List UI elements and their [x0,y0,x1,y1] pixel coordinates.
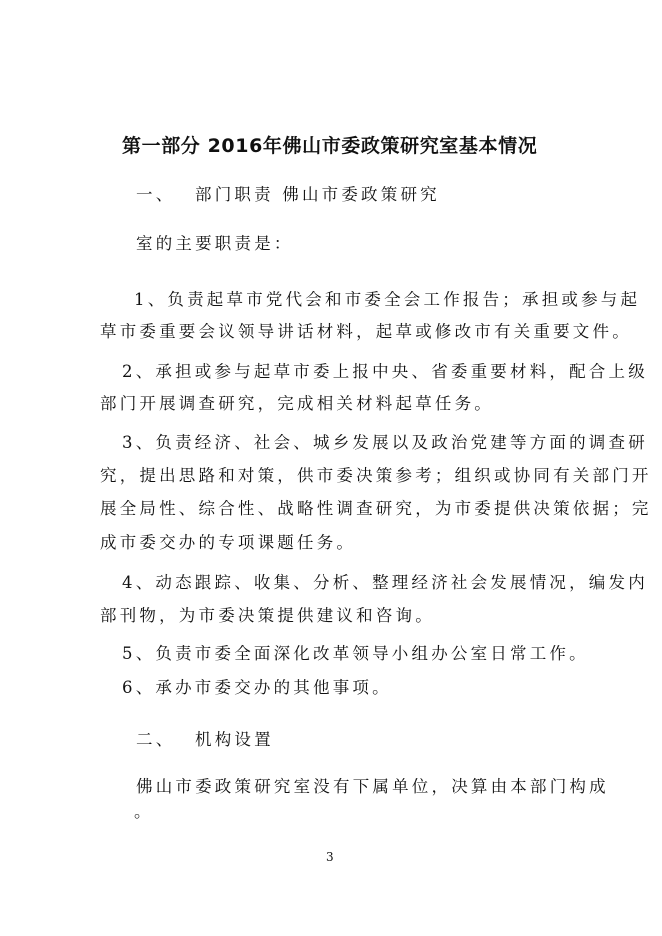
duty-line: 成市委交办的专项课题任务。 [100,533,357,552]
duty-line: 展全局性、综合性、战略性调查研究，为市委提供决策依据；完 [100,499,652,518]
section2-body-line: 佛山市委政策研究室没有下属单位，决算由本部门构成 [136,777,609,796]
duty-line: 6、承办市委交办的其他事项。 [122,678,392,697]
page-number: 3 [326,850,334,864]
duty-line: 4、动态跟踪、收集、分析、整理经济社会发展情况，编发内 [122,573,648,592]
duty-line: 草市委重要会议领导讲话材料，起草或修改市有关重要文件。 [100,322,632,341]
duty-line: 部门开展调查研究，完成相关材料起草任务。 [100,394,494,413]
section1-continuation: 室的主要职责是： [136,234,294,253]
duty-line: 究，提出思路和对策，供市委决策参考；组织或协同有关部门开 [100,466,652,485]
section2-heading: 机构设置 [195,730,274,749]
section1-heading: 部门职责 佛山市委政策研究 [195,185,440,204]
duty-line: 2、承担或参与起草市委上报中央、省委重要材料，配合上级 [122,362,648,381]
section1-number: 一、 [136,185,176,204]
duty-line: 部刊物，为市委决策提供建议和咨询。 [100,606,435,625]
duty-line: 1、负责起草市党代会和市委全会工作报告；承担或参与起 [134,290,641,309]
duty-line: 5、负责市委全面深化改革领导小组办公室日常工作。 [122,644,589,663]
section2-number: 二、 [136,730,176,749]
section2-body-line: 。 [134,802,154,821]
page-title: 第一部分 2016年佛山市委政策研究室基本情况 [122,135,538,157]
duty-line: 3、负责经济、社会、城乡发展以及政治党建等方面的调查研 [122,433,648,452]
